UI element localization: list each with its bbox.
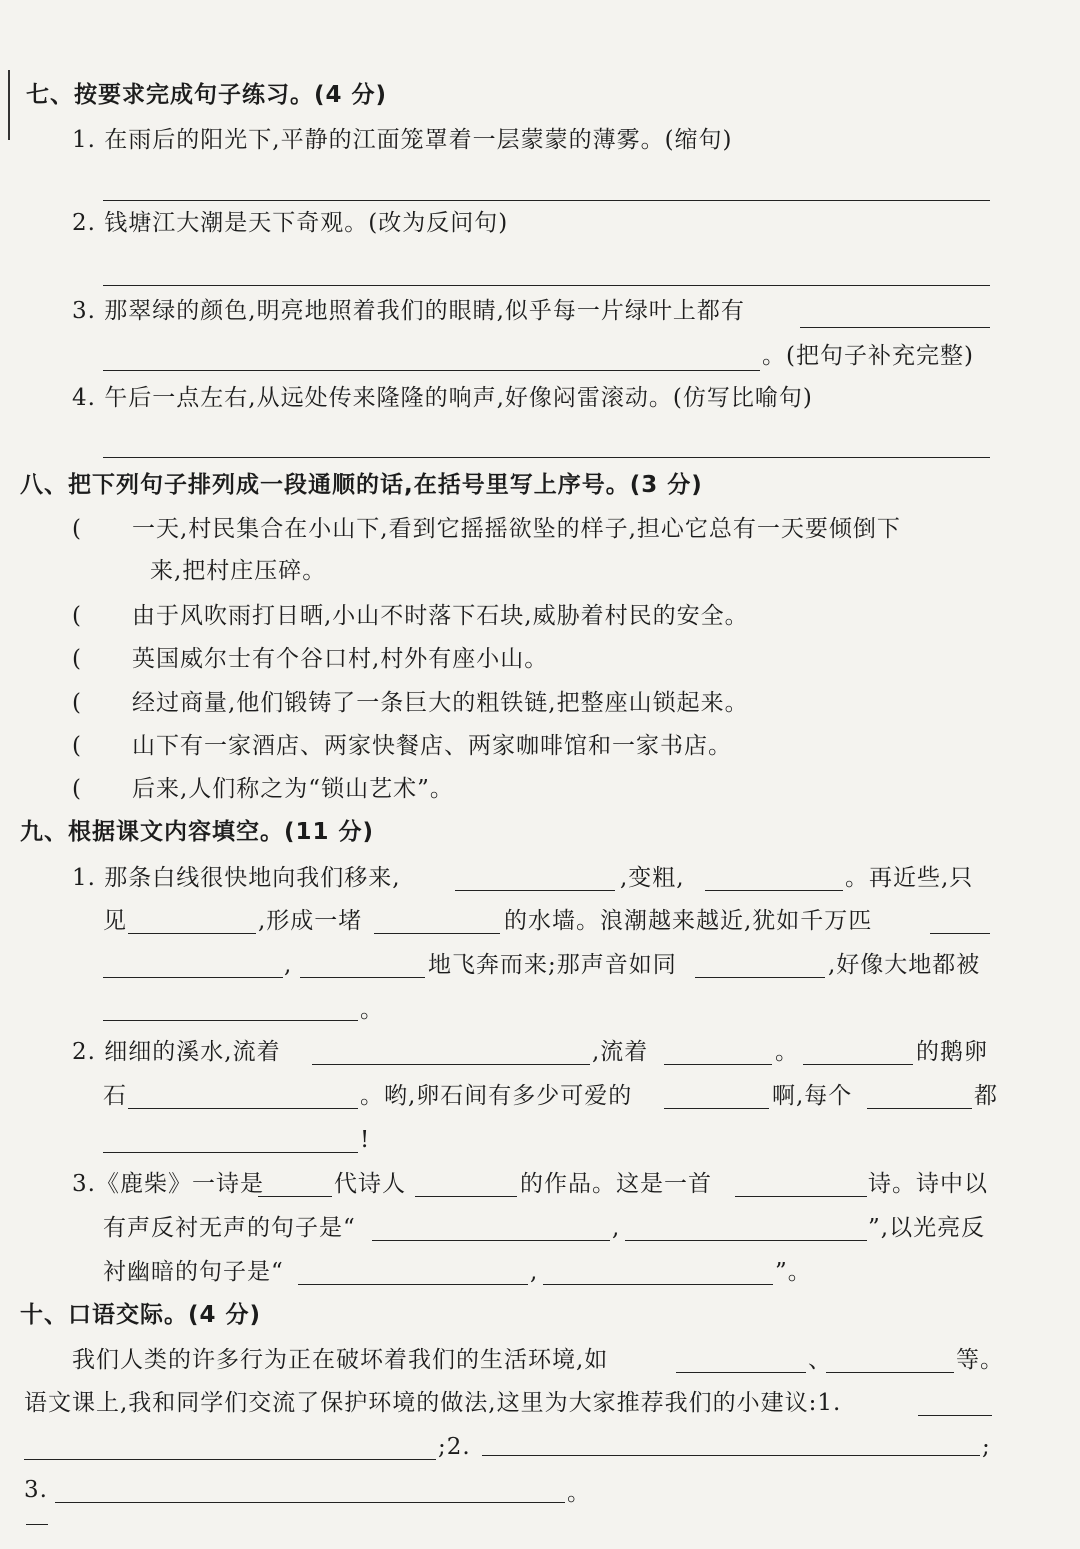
s7-q2-answer-line[interactable] xyxy=(103,285,990,286)
s9-q3-text: 的作品。这是一首 xyxy=(520,1171,712,1197)
s9-q3-blank[interactable] xyxy=(415,1196,517,1197)
s8-bracket[interactable]: ( xyxy=(72,690,82,716)
s10-paragraph-text: 我们人类的许多行为正在破坏着我们的生活环境,如 xyxy=(72,1347,609,1373)
s7-q1-answer-line[interactable] xyxy=(103,200,990,201)
section-8-heading: 八、把下列句子排列成一段通顺的话,在括号里写上序号。(3 分) xyxy=(20,472,703,498)
s8-item-5: 山下有一家酒店、两家快餐店、两家咖啡馆和一家书店。 xyxy=(132,733,732,759)
s8-item-3: 英国威尔士有个谷口村,村外有座小山。 xyxy=(132,646,549,672)
s9-q3-blank[interactable] xyxy=(258,1196,332,1197)
s10-paragraph-text: 语文课上,我和同学们交流了保护环境的做法,这里为大家推荐我们的小建议:1. xyxy=(24,1390,842,1416)
s9-q3-text: 诗。诗中以 xyxy=(868,1171,988,1197)
s9-q2-blank[interactable] xyxy=(664,1064,772,1065)
s8-item-6: 后来,人们称之为“锁山艺术”。 xyxy=(132,776,454,802)
s9-q3-blank[interactable] xyxy=(298,1284,528,1285)
s9-q2-text: 都 xyxy=(974,1083,998,1109)
s9-q1-text: 见 xyxy=(103,908,127,934)
s9-q3-text: 有声反衬无声的句子是“ xyxy=(103,1215,356,1241)
s9-q3-text: , xyxy=(612,1215,621,1241)
s8-item-1-cont: 来,把村庄压碎。 xyxy=(150,558,327,584)
s9-q2-text: ,流着 xyxy=(592,1039,649,1065)
s9-q3-blank[interactable] xyxy=(372,1240,610,1241)
s8-item-1: 一天,村民集合在小山下,看到它摇摇欲坠的样子,担心它总有一天要倾倒下 xyxy=(132,516,901,542)
s7-q3-text-end: 。(把句子补充完整) xyxy=(762,343,974,369)
s9-q2-text: ! xyxy=(360,1127,371,1153)
s9-q1-blank[interactable] xyxy=(103,1020,358,1021)
s8-bracket[interactable]: ( xyxy=(72,516,82,542)
s9-q1-blank[interactable] xyxy=(300,977,425,978)
s9-q1-blank[interactable] xyxy=(705,890,843,891)
page-edge xyxy=(8,70,10,140)
s8-bracket[interactable]: ( xyxy=(72,603,82,629)
s9-q2-text: 石 xyxy=(103,1083,127,1109)
s9-q2-text: 的鹅卵 xyxy=(916,1039,988,1065)
s7-q1-text: 1. 在雨后的阳光下,平静的江面笼罩着一层蒙蒙的薄雾。(缩句) xyxy=(72,127,733,153)
s9-q1-text: 。再近些,只 xyxy=(845,865,974,891)
s9-q3-blank[interactable] xyxy=(735,1196,867,1197)
s7-q4-text: 4. 午后一点左右,从远处传来隆隆的响声,好像闷雷滚动。(仿写比喻句) xyxy=(72,385,813,411)
s7-q2-text: 2. 钱塘江大潮是天下奇观。(改为反问句) xyxy=(72,210,509,236)
s9-q3-text: 代诗人 xyxy=(334,1171,406,1197)
s9-q3-text: 衬幽暗的句子是“ xyxy=(103,1259,284,1285)
s9-q1-blank[interactable] xyxy=(455,890,615,891)
s9-q2-blank[interactable] xyxy=(803,1064,913,1065)
section-9-heading: 九、根据课文内容填空。(11 分) xyxy=(20,819,375,845)
section-10-heading: 十、口语交际。(4 分) xyxy=(20,1302,262,1328)
s10-blank[interactable] xyxy=(826,1372,954,1373)
s10-blank[interactable] xyxy=(676,1372,806,1373)
s7-q3-blank-1[interactable] xyxy=(800,327,990,328)
s9-q1-text: 地飞奔而来;那声音如同 xyxy=(428,952,677,978)
s9-q1-blank[interactable] xyxy=(695,977,825,978)
s10-blank[interactable] xyxy=(482,1455,980,1456)
s9-q2-text: 。 xyxy=(775,1039,799,1065)
s9-q1-text: 。 xyxy=(360,997,384,1023)
s10-paragraph-text: ; xyxy=(982,1434,991,1460)
s9-q3-blank[interactable] xyxy=(625,1240,867,1241)
s9-q2-text: 2. 细细的溪水,流着 xyxy=(72,1039,281,1065)
s9-q1-text: ,好像大地都被 xyxy=(828,952,981,978)
s9-q3-text: ”,以光亮反 xyxy=(868,1215,986,1241)
s8-item-4: 经过商量,他们锻铸了一条巨大的粗铁链,把整座山锁起来。 xyxy=(132,690,749,716)
s10-paragraph-text: 等。 xyxy=(956,1347,1004,1373)
s7-q3-text: 3. 那翠绿的颜色,明亮地照着我们的眼睛,似乎每一片绿叶上都有 xyxy=(72,298,745,324)
s9-q1-blank[interactable] xyxy=(930,933,990,934)
s9-q2-blank[interactable] xyxy=(312,1064,590,1065)
s10-paragraph-text: 3. xyxy=(24,1477,48,1503)
s10-paragraph-text: 。 xyxy=(567,1480,591,1506)
s9-q1-blank[interactable] xyxy=(103,977,283,978)
s9-q1-blank[interactable] xyxy=(374,933,500,934)
s9-q2-blank[interactable] xyxy=(867,1108,972,1109)
s9-q2-blank[interactable] xyxy=(664,1108,769,1109)
section-7-heading: 七、按要求完成句子练习。(4 分) xyxy=(26,82,388,108)
s9-q1-text: 的水墙。浪潮越来越近,犹如千万匹 xyxy=(504,908,873,934)
s9-q2-text: 啊,每个 xyxy=(772,1083,853,1109)
s9-q3-text: 3.《鹿柴》一诗是 xyxy=(72,1171,264,1197)
s7-q4-answer-line[interactable] xyxy=(103,457,990,458)
s9-q3-text: ”。 xyxy=(775,1259,812,1285)
s9-q1-text: ,变粗, xyxy=(620,865,685,891)
s7-q3-blank-2[interactable] xyxy=(103,370,760,371)
s10-blank[interactable] xyxy=(918,1415,992,1416)
s9-q1-blank[interactable] xyxy=(128,933,256,934)
s8-bracket[interactable]: ( xyxy=(72,733,82,759)
s10-paragraph-text: 、 xyxy=(808,1347,832,1373)
s9-q2-blank[interactable] xyxy=(103,1152,358,1153)
s9-q1-text: 1. 那条白线很快地向我们移来, xyxy=(72,865,401,891)
s10-blank[interactable] xyxy=(55,1502,565,1503)
s9-q2-text: 。哟,卵石间有多少可爱的 xyxy=(360,1083,633,1109)
s9-q1-text: , xyxy=(284,952,293,978)
s10-paragraph-text: ;2. xyxy=(438,1434,471,1460)
s8-bracket[interactable]: ( xyxy=(72,646,82,672)
s8-bracket[interactable]: ( xyxy=(72,776,82,802)
stray-mark xyxy=(26,1524,48,1525)
s9-q2-blank[interactable] xyxy=(128,1108,358,1109)
s8-item-2: 由于风吹雨打日晒,小山不时落下石块,威胁着村民的安全。 xyxy=(132,603,749,629)
s9-q1-text: ,形成一堵 xyxy=(258,908,363,934)
s9-q3-blank[interactable] xyxy=(543,1284,773,1285)
s9-q3-text: , xyxy=(530,1259,539,1285)
s10-blank[interactable] xyxy=(24,1459,436,1460)
